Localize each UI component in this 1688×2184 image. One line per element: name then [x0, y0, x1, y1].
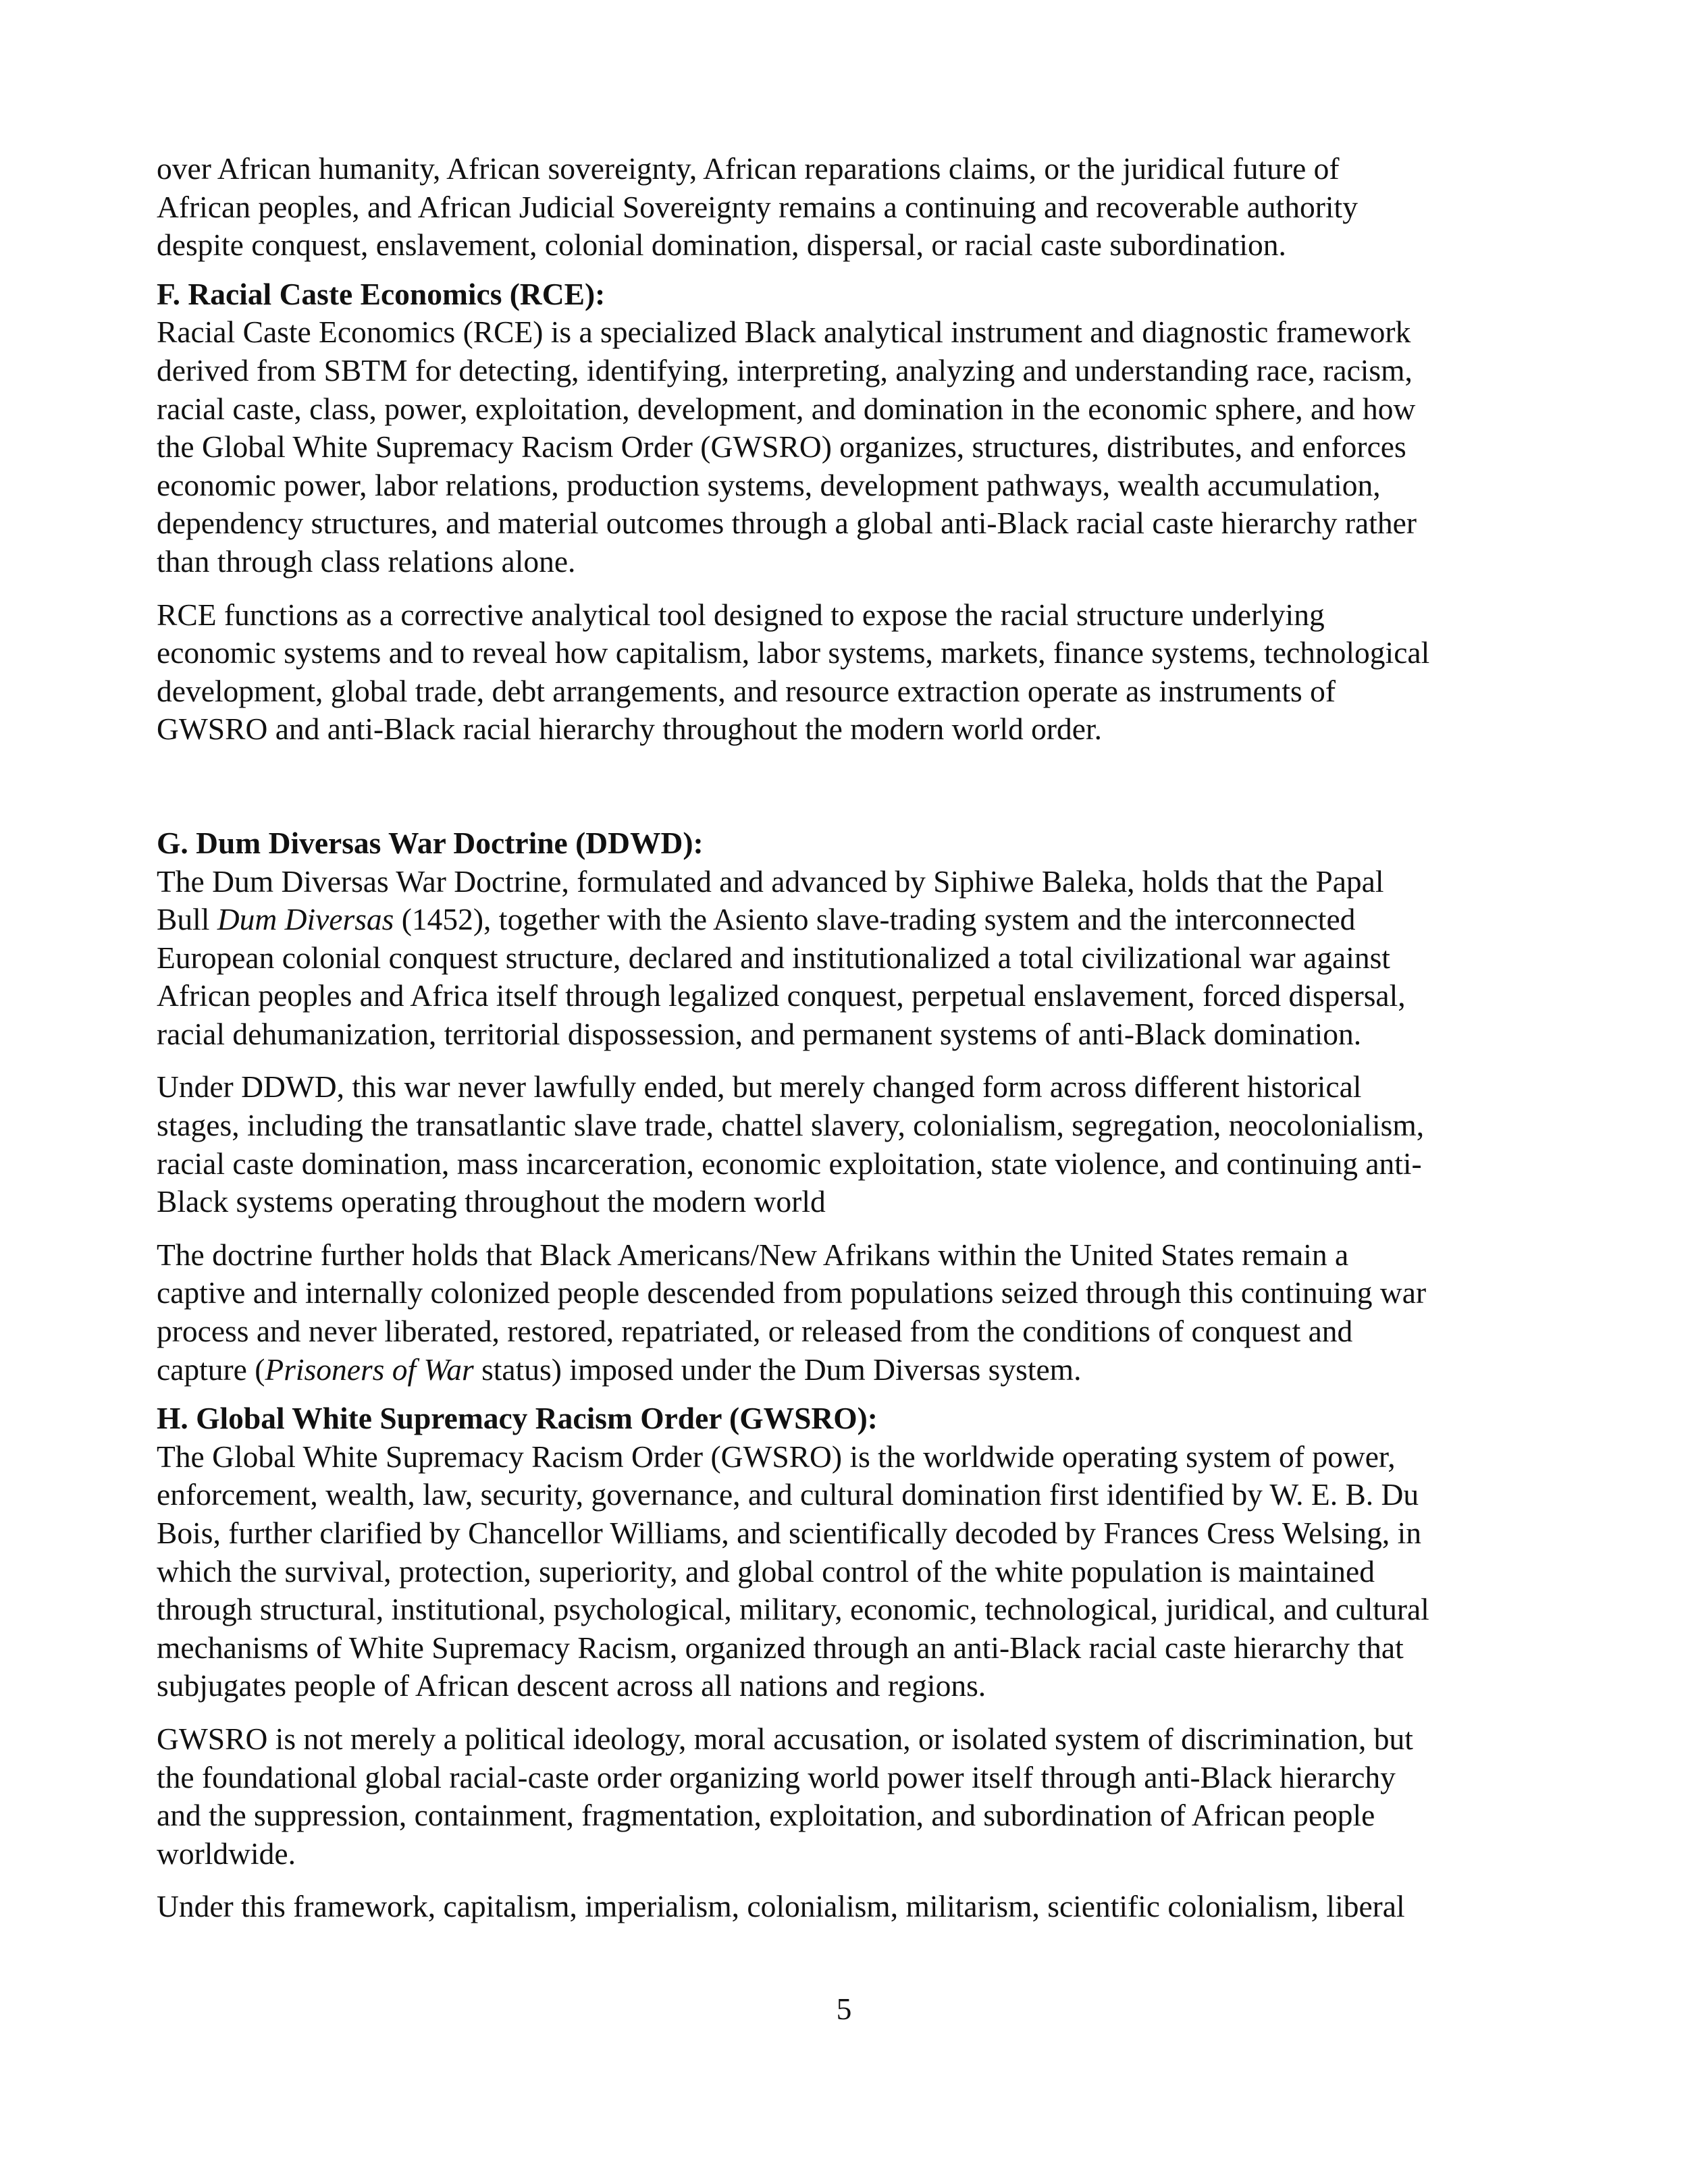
- intro-paragraph: [157, 150, 1541, 265]
- text-line: economic power, labor relations, production systems, development pathways, wealth accumulation,: [157, 467, 1381, 502]
- text-line: racial dehumanization, territorial dispossession, and permanent systems of anti-Black domination.: [157, 1016, 1362, 1051]
- text-line: [157, 901, 1541, 939]
- text-line: despite conquest, enslavement, colonial domination, dispersal, or racial caste subordination.: [157, 228, 1286, 263]
- paragraph: [157, 1720, 1541, 1873]
- text-line: development, global trade, debt arrangements, and resource extraction operate as instruments of: [157, 673, 1336, 708]
- text-fragment: Bull: [157, 902, 217, 937]
- text-line: the foundational global racial-caste order organizing world power itself through anti-Black hierarchy: [157, 1759, 1396, 1794]
- text-line: The Global White Supremacy Racism Order (GWSRO) is the worldwide operating system of power,: [157, 1439, 1396, 1474]
- text-line: and the suppression, containment, fragmentation, exploitation, and subordination of African people: [157, 1798, 1375, 1833]
- text-line: European colonial conquest structure, declared and institutionalized a total civilizational war against: [157, 940, 1390, 975]
- text-line: over African humanity, African sovereignty, African reparations claims, or the juridical future of: [157, 151, 1340, 186]
- text-line: than through class relations alone.: [157, 543, 576, 579]
- text-line: [157, 1351, 1541, 1389]
- paragraph: [157, 863, 1541, 1054]
- text-fragment: (1452), together with the Asiento slave-trading system and the interconnected: [394, 902, 1356, 937]
- text-line: GWSRO and anti-Black racial hierarchy throughout the modern world order.: [157, 712, 1102, 747]
- text-line: GWSRO is not merely a political ideology, moral accusation, or isolated system of discrimination, but: [157, 1721, 1413, 1756]
- text-line: process and never liberated, restored, repatriated, or released from the conditions of conquest and: [157, 1314, 1353, 1349]
- section-g: [157, 824, 1541, 1389]
- section-h: [157, 1400, 1541, 1926]
- text-line: African peoples and Africa itself through legalized conquest, perpetual enslavement, forced dispersal,: [157, 978, 1406, 1013]
- text-line: through structural, institutional, psychological, military, economic, technological, juridical, and cultural: [157, 1592, 1429, 1627]
- paragraph: [157, 1236, 1541, 1389]
- text-line: Under DDWD, this war never lawfully ended, but merely changed form across different historical: [157, 1069, 1362, 1104]
- page-number: 5: [836, 1992, 852, 2026]
- text-line: derived from SBTM for detecting, identifying, interpreting, analyzing and understanding race, racism,: [157, 352, 1413, 388]
- text-line: dependency structures, and material outcomes through a global anti-Black racial caste hierarchy rather: [157, 506, 1417, 541]
- text-line: The Dum Diversas War Doctrine, formulated and advanced by Siphiwe Baleka, holds that the Papal: [157, 863, 1384, 899]
- paragraph: [157, 1888, 1541, 1926]
- text-line: stages, including the transatlantic slave trade, chattel slavery, colonialism, segregation, neocolonialism,: [157, 1108, 1425, 1143]
- text-line: Racial Caste Economics (RCE) is a specialized Black analytical instrument and diagnostic framework: [157, 315, 1411, 350]
- text-line: subjugates people of African descent across all nations and regions.: [157, 1668, 986, 1703]
- text-line: enforcement, wealth, law, security, governance, and cultural domination first identified by W. E. B. Du: [157, 1477, 1419, 1512]
- section-f: [157, 275, 1541, 749]
- text-line: worldwide.: [157, 1836, 296, 1871]
- text-line: Under this framework, capitalism, imperialism, colonialism, militarism, scientific colonialism, liberal: [157, 1889, 1405, 1924]
- italic-term: Prisoners of War: [265, 1352, 474, 1387]
- paragraph: [157, 1068, 1541, 1221]
- text-fragment: status) imposed under the Dum Diversas system.: [473, 1352, 1082, 1387]
- text-fragment: capture (: [157, 1352, 265, 1387]
- text-line: which the survival, protection, superiority, and global control of the white population is maintained: [157, 1553, 1375, 1589]
- text-line: captive and internally colonized people descended from populations seized through this continuing war: [157, 1275, 1427, 1310]
- paragraph: [157, 313, 1541, 581]
- paragraph: [157, 596, 1541, 749]
- document-page: [157, 150, 1541, 1926]
- text-line: Black systems operating throughout the modern world: [157, 1184, 826, 1219]
- text-line: mechanisms of White Supremacy Racism, organized through an anti-Black racial caste hierarchy that: [157, 1630, 1404, 1665]
- text-line: economic systems and to reveal how capitalism, labor systems, markets, finance systems, technological: [157, 635, 1430, 670]
- italic-title: Dum Diversas: [217, 902, 394, 937]
- text-line: The doctrine further holds that Black Americans/New Afrikans within the United States remain a: [157, 1237, 1349, 1272]
- text-line: Bois, further clarified by Chancellor Williams, and scientifically decoded by Frances Cress Welsing, in: [157, 1516, 1422, 1550]
- text-line: RCE functions as a corrective analytical tool designed to expose the racial structure underlying: [157, 597, 1325, 632]
- text-line: racial caste domination, mass incarceration, economic exploitation, state violence, and continuing anti-: [157, 1146, 1422, 1181]
- text-line: racial caste, class, power, exploitation, development, and domination in the economic sphere, and how: [157, 391, 1416, 426]
- section-heading: G. Dum Diversas War Doctrine (DDWD):: [157, 825, 704, 860]
- paragraph: [157, 1438, 1541, 1705]
- text-line: the Global White Supremacy Racism Order (GWSRO) organizes, structures, distributes, and enforces: [157, 429, 1406, 464]
- section-heading: H. Global White Supremacy Racism Order (GWSRO):: [157, 1401, 878, 1436]
- section-heading: F. Racial Caste Economics (RCE):: [157, 276, 606, 311]
- text-line: African peoples, and African Judicial Sovereignty remains a continuing and recoverable authority: [157, 189, 1358, 224]
